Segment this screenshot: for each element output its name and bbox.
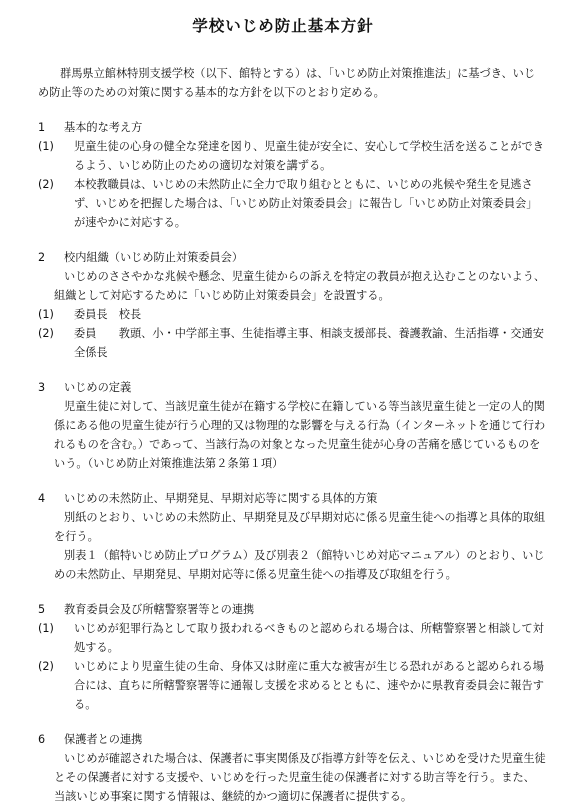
section-heading: [38, 600, 546, 619]
list-item-number: (1): [38, 308, 54, 321]
section-heading: [38, 489, 546, 508]
section-paragraph: 別紙のとおり、いじめの未然防止、早期発見及び早期対応に係る児童生徒への指導と具体的取組を行う。: [54, 511, 546, 543]
intro-paragraph: 群馬県立館林特別支援学校（以下、館特とする）は、「いじめ防止対策推進法」に基づき、いじめ防止等のための対策に関する基本的な方針を以下のとおり定める。: [38, 67, 536, 99]
section-heading-text: 校内組織（いじめ防止対策委員会）: [64, 251, 244, 264]
section-paragraph: 別表１（館特いじめ防止プログラム）及び別表２（館特いじめ対応マニュアル）のとおり、いじめの未然防止、早期発見、早期対応等に係る児童生徒への指導及び取組を行う。: [54, 549, 545, 581]
section-number: 1: [38, 121, 46, 134]
section-heading-text: 保護者との連携: [64, 733, 143, 746]
list-item: [38, 324, 546, 362]
section: [38, 248, 546, 362]
section-heading-text: いじめの未然防止、早期発見、早期対応等に関する具体的方策: [64, 492, 378, 505]
section-number: 6: [38, 733, 46, 746]
section-paragraph: いじめが確認された場合は、保護者に事実関係及び指導方針等を伝え、いじめを受けた児童生徒とその保護者に対する支援や、いじめを行った児童生徒の保護者に対する助言等を行う。また、当該いじめ事案に関する情報は、継続的かつ適切に保護者に提供する。: [54, 752, 546, 803]
list-item-number: (2): [38, 660, 54, 673]
list-item-number: (2): [38, 327, 54, 340]
document-body: [38, 64, 546, 806]
section-number: 2: [38, 251, 46, 264]
section-heading: [38, 378, 546, 397]
document-title: 学校いじめ防止基本方針: [192, 17, 374, 35]
list-item-text: いじめが犯罪行為として取り扱われるべきものと認められる場合は、所轄警察署と相談して対処する。: [74, 622, 544, 654]
section-paragraph: いじめのささやかな兆候や懸念、児童生徒からの訴えを特定の教員が抱え込むことのないよう、組織として対応するために「いじめ防止対策委員会」を設置する。: [54, 270, 546, 302]
sections-container: [38, 118, 546, 806]
section-number: 4: [38, 492, 46, 505]
list-item-text: いじめにより児童生徒の生命、身体又は財産に重大な被害が生じる恐れがあると認められる場合には、直ちに所轄警察署等に通報し支援を求めるとともに、速やかに県教育委員会に報告する。: [74, 660, 544, 711]
section-number: 3: [38, 381, 46, 394]
list-item: [38, 137, 546, 175]
section: [38, 118, 546, 232]
list-item-number: (1): [38, 140, 54, 153]
section: [38, 489, 546, 584]
section: [38, 600, 546, 714]
section-heading-text: 基本的な考え方: [64, 121, 143, 134]
list-item: [38, 305, 546, 324]
section: [38, 378, 546, 473]
section-heading: [38, 248, 546, 267]
list-item-text: 本校教職員は、いじめの未然防止に全力で取り組むとともに、いじめの兆候や発生を見逃さず、いじめを把握した場合は、「いじめ防止対策委員会」に報告し「いじめ防止対策委員会」が速やかに対応する。: [74, 178, 538, 229]
list-item: [38, 175, 546, 232]
section-heading: [38, 730, 546, 749]
list-item-number: (2): [38, 178, 54, 191]
section-heading-text: 教育委員会及び所轄警察署等との連携: [64, 603, 255, 616]
list-item-text: 委員 教頭、小・中学部主事、生徒指導主事、相談支援部長、養護教諭、生活指導・交通安全係長: [74, 327, 544, 359]
section: [38, 730, 546, 806]
section-heading: [38, 118, 546, 137]
list-item: [38, 657, 546, 714]
section-paragraph: 児童生徒に対して、当該児童生徒が在籍する学校に在籍している等当該児童生徒と一定の人的関係にある他の児童生徒が行う心理的又は物理的な影響を与える行為（インターネットを通じて行われるものを含む。）であって、当該行為の対象となった児童生徒が心身の苦痛を感じているものをいう。（いじめ防止対策推進法第２条第１項）: [54, 400, 546, 470]
section-number: 5: [38, 603, 46, 616]
section-heading-text: いじめの定義: [64, 381, 132, 394]
list-item: [38, 619, 546, 657]
list-item-text: 児童生徒の心身の健全な発達を図り、児童生徒が安全に、安心して学校生活を送ることができるよう、いじめ防止のための適切な対策を講ずる。: [74, 140, 544, 172]
list-item-number: (1): [38, 622, 54, 635]
list-item-text: 委員長 校長: [74, 308, 142, 321]
